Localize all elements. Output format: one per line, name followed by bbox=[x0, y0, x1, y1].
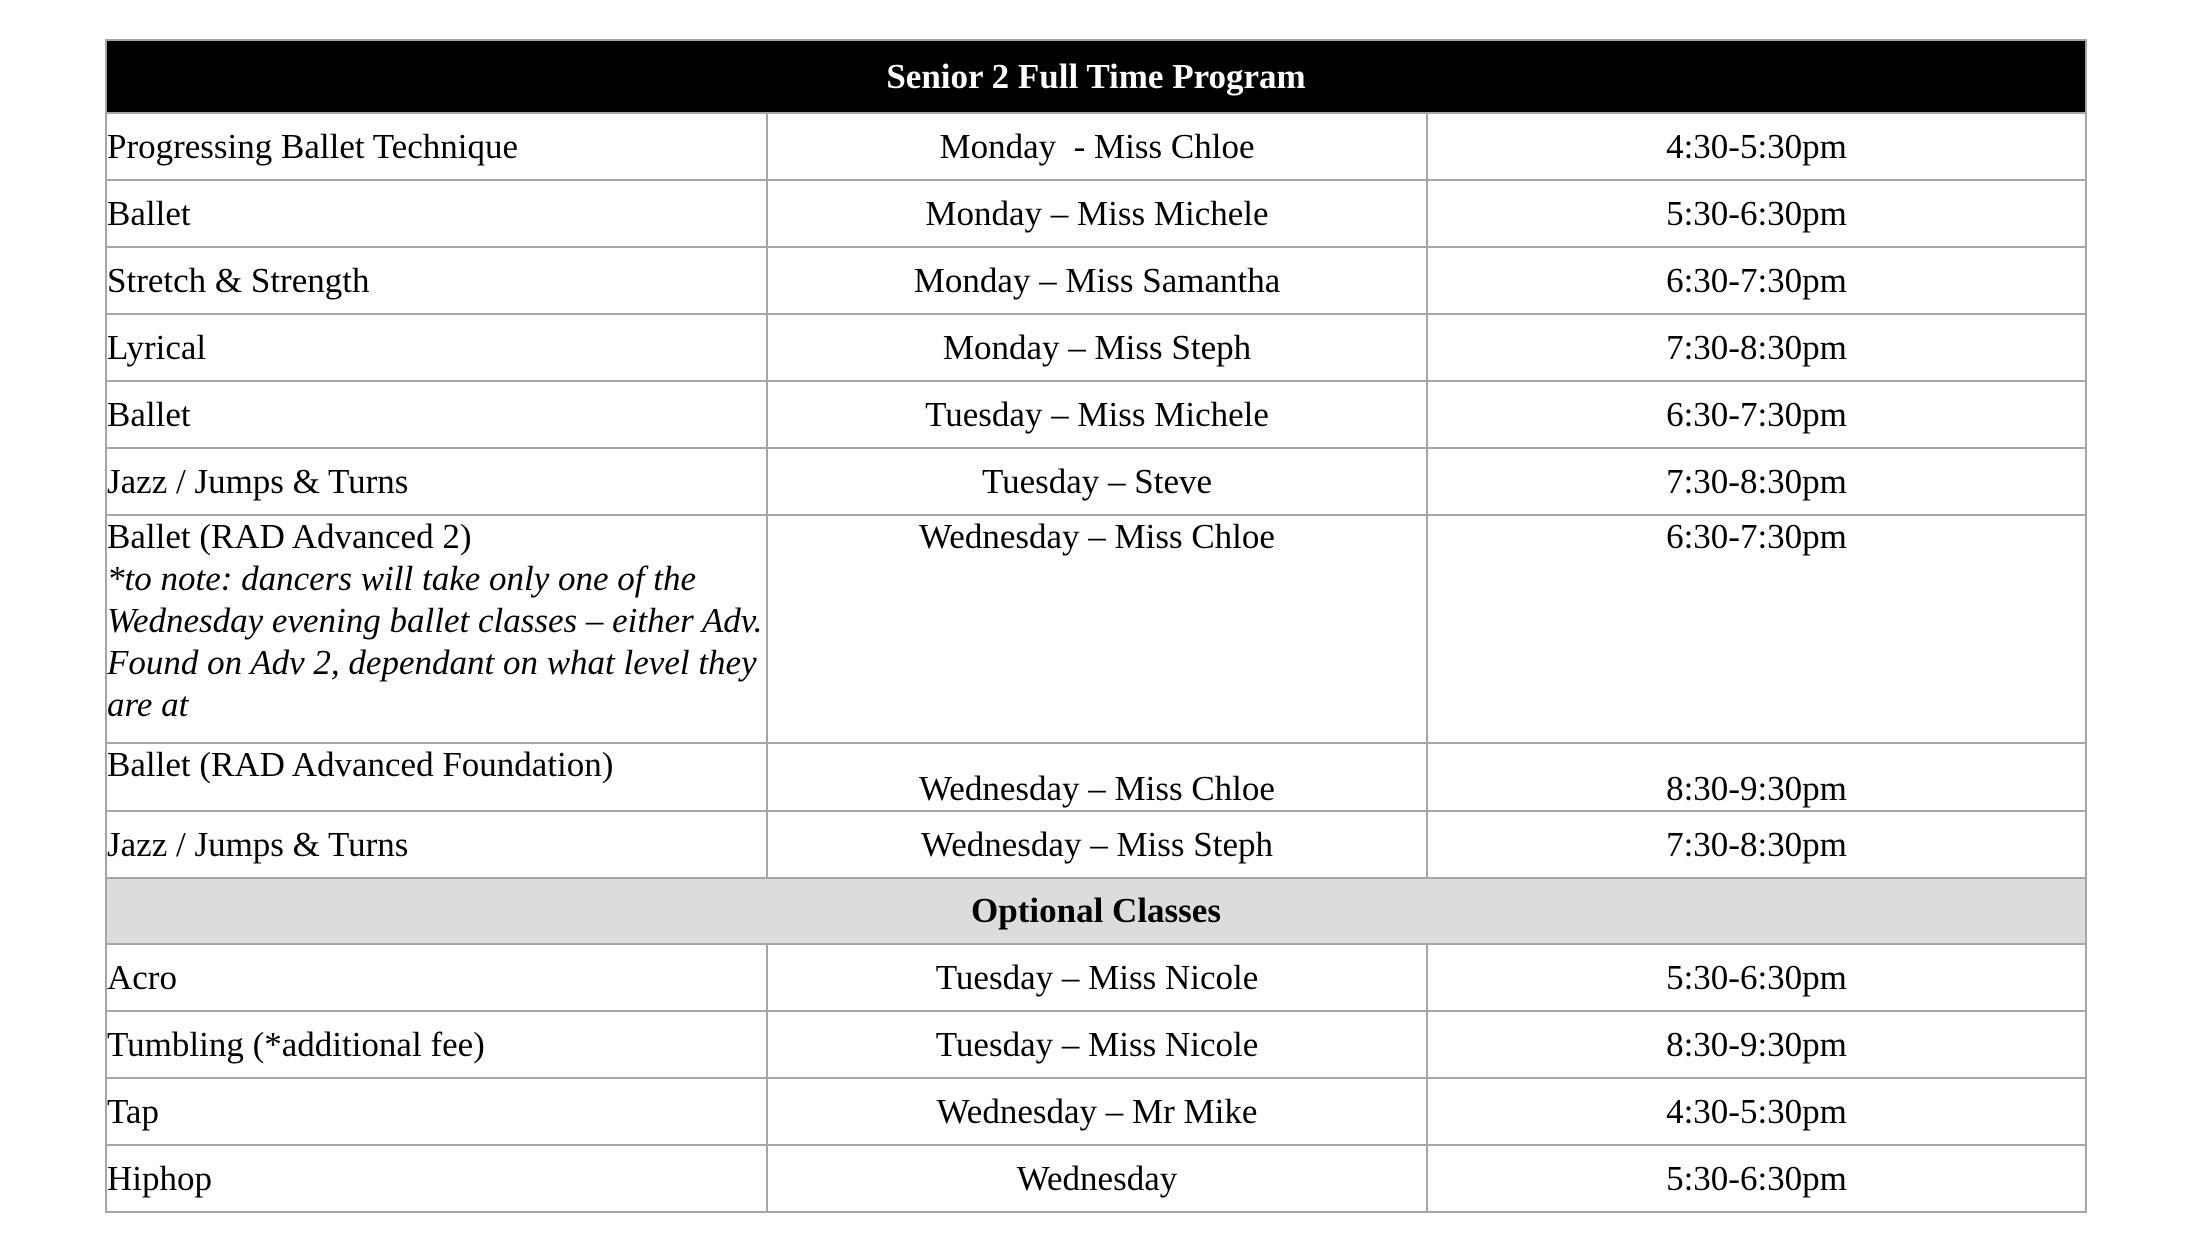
class-name: Jazz / Jumps & Turns bbox=[106, 811, 767, 878]
class-time: 6:30-7:30pm bbox=[1427, 247, 2086, 314]
table-row bbox=[106, 1011, 2086, 1078]
day-teacher: Tuesday – Miss Michele bbox=[767, 381, 1427, 448]
day-teacher: Tuesday – Steve bbox=[767, 448, 1427, 515]
table-row bbox=[106, 743, 2086, 811]
class-name: Jazz / Jumps & Turns bbox=[106, 448, 767, 515]
class-time: 7:30-8:30pm bbox=[1427, 448, 2086, 515]
class-note: *to note: dancers will take only one of the Wednesday evening ballet classes – either Adv. Found on Adv 2, dependant on what level they are at bbox=[107, 559, 763, 724]
table-row bbox=[106, 1145, 2086, 1212]
class-time: 5:30-6:30pm bbox=[1427, 1145, 2086, 1212]
day-teacher: Monday – Miss Michele bbox=[767, 180, 1427, 247]
class-name: Tap bbox=[106, 1078, 767, 1145]
class-name: Stretch & Strength bbox=[106, 247, 767, 314]
table-row bbox=[106, 180, 2086, 247]
program-title: Senior 2 Full Time Program bbox=[106, 40, 2086, 113]
class-name: Ballet bbox=[106, 381, 767, 448]
class-name: Ballet (RAD Advanced 2) bbox=[107, 517, 472, 556]
class-name: Ballet (RAD Advanced Foundation) bbox=[106, 743, 767, 811]
day-teacher: Wednesday – Mr Mike bbox=[767, 1078, 1427, 1145]
optional-heading-row bbox=[106, 878, 2086, 944]
class-time: 7:30-8:30pm bbox=[1427, 314, 2086, 381]
day-teacher: Wednesday – Miss Chloe bbox=[767, 743, 1427, 811]
day-teacher: Tuesday – Miss Nicole bbox=[767, 1011, 1427, 1078]
optional-classes-heading: Optional Classes bbox=[106, 878, 2086, 944]
class-time: 8:30-9:30pm bbox=[1427, 743, 2086, 811]
day-teacher: Tuesday – Miss Nicole bbox=[767, 944, 1427, 1011]
class-name: Acro bbox=[106, 944, 767, 1011]
class-time: 7:30-8:30pm bbox=[1427, 811, 2086, 878]
class-name: Tumbling (*additional fee) bbox=[106, 1011, 767, 1078]
class-time: 5:30-6:30pm bbox=[1427, 944, 2086, 1011]
class-name: Hiphop bbox=[106, 1145, 767, 1212]
table-row bbox=[106, 515, 2086, 743]
class-time: 4:30-5:30pm bbox=[1427, 113, 2086, 180]
class-time: 6:30-7:30pm bbox=[1427, 381, 2086, 448]
table-row bbox=[106, 944, 2086, 1011]
table-row bbox=[106, 811, 2086, 878]
title-row bbox=[106, 40, 2086, 113]
class-time: 4:30-5:30pm bbox=[1427, 1078, 2086, 1145]
day-teacher: Monday – Miss Steph bbox=[767, 314, 1427, 381]
class-cell bbox=[106, 515, 767, 743]
day-teacher: Wednesday – Miss Steph bbox=[767, 811, 1427, 878]
class-name: Ballet bbox=[106, 180, 767, 247]
table-row bbox=[106, 448, 2086, 515]
class-time: 8:30-9:30pm bbox=[1427, 1011, 2086, 1078]
day-teacher: Monday - Miss Chloe bbox=[767, 113, 1427, 180]
table-row bbox=[106, 247, 2086, 314]
table-row bbox=[106, 1078, 2086, 1145]
day-teacher: Monday – Miss Samantha bbox=[767, 247, 1427, 314]
day-teacher: Wednesday – Miss Chloe bbox=[767, 515, 1427, 743]
class-time: 5:30-6:30pm bbox=[1427, 180, 2086, 247]
class-name: Progressing Ballet Technique bbox=[106, 113, 767, 180]
day-teacher: Wednesday bbox=[767, 1145, 1427, 1212]
schedule-table bbox=[105, 39, 2087, 1213]
table-row bbox=[106, 381, 2086, 448]
table-row bbox=[106, 314, 2086, 381]
class-name: Lyrical bbox=[106, 314, 767, 381]
class-time: 6:30-7:30pm bbox=[1427, 515, 2086, 743]
table-row bbox=[106, 113, 2086, 180]
